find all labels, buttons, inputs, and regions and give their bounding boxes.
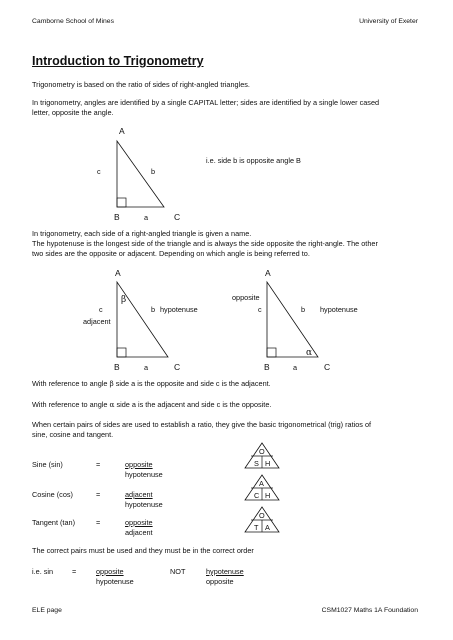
tangent-equals: = xyxy=(96,518,101,527)
sine-denominator: hypotenuse xyxy=(125,470,163,479)
soh-S: S xyxy=(254,459,259,468)
triangle-figure-3 xyxy=(267,282,318,357)
naming-text-line1: In trigonometry, angles are identified by a single CAPITAL letter; sides are identified by a single lower cased xyxy=(32,98,380,107)
ratios-intro-line2: sine, cosine and tangent. xyxy=(32,430,114,439)
fig2-label-a: a xyxy=(144,363,149,372)
fig2-label-b: b xyxy=(151,305,156,314)
page-title: Introduction to Trigonometry xyxy=(32,54,204,68)
fig3-label-C: C xyxy=(324,362,331,372)
beta-reference-text: With reference to angle β side a is the opposite and side c is the adjacent. xyxy=(32,379,271,388)
toa-O: O xyxy=(259,511,265,520)
example-not: NOT xyxy=(170,567,186,576)
footer-right: CSM1027 Maths 1A Foundation xyxy=(321,607,418,614)
header-school: Camborne School of Mines xyxy=(32,18,114,25)
example-numerator-1: opposite xyxy=(96,567,124,576)
example-denominator-1: hypotenuse xyxy=(96,577,134,586)
fig3-label-c: c xyxy=(258,305,262,314)
soh-H: H xyxy=(265,459,271,468)
ratios-intro-line1: When certain pairs of sides are used to establish a ratio, they give the basic trigonometrical (trig) ratios of xyxy=(32,420,372,429)
fig2-label-hypotenuse: hypotenuse xyxy=(160,305,198,314)
cah-H: H xyxy=(265,491,271,500)
alpha-reference-text: With reference to angle α side a is the adjacent and side c is the opposite. xyxy=(32,400,272,409)
cosine-label: Cosine (cos) xyxy=(32,490,73,499)
cah-A: A xyxy=(259,479,264,488)
fig3-label-a: a xyxy=(293,363,298,372)
example-denominator-2: opposite xyxy=(206,577,234,586)
fig2-label-B: B xyxy=(114,362,120,372)
fig2-label-adjacent: adjacent xyxy=(83,317,111,326)
fig2-label-C: C xyxy=(174,362,181,372)
fig1-label-A: A xyxy=(119,126,125,136)
fig1-label-B: B xyxy=(114,212,120,222)
cosine-numerator: adjacent xyxy=(125,490,153,499)
fig3-alpha: α xyxy=(306,348,313,358)
fig3-label-A: A xyxy=(265,268,271,278)
fig1-label-b: b xyxy=(151,167,156,176)
cosine-equals: = xyxy=(96,490,101,499)
intro-text: Trigonometry is based on the ratio of sides of right-angled triangles. xyxy=(32,80,250,89)
fig1-label-c: c xyxy=(97,167,101,176)
example-prefix: i.e. sin xyxy=(32,567,54,576)
triangle-figure-1 xyxy=(117,141,164,207)
sine-equals: = xyxy=(96,460,101,469)
naming-text-line2: letter, opposite the angle. xyxy=(32,108,114,117)
fig2-label-c: c xyxy=(99,305,103,314)
footer-left: ELE page xyxy=(32,607,62,614)
correct-pairs-text: The correct pairs must be used and they must be in the correct order xyxy=(32,546,254,555)
triangle-figure-2 xyxy=(117,282,168,357)
toa-A: A xyxy=(265,523,270,532)
sides-text-line1: In trigonometry, each side of a right-angled triangle is given a name. xyxy=(32,229,252,238)
sides-text-line3: two sides are the opposite or adjacent. Depending on which angle is being referred to. xyxy=(32,249,310,258)
cah-C: C xyxy=(254,491,260,500)
sine-label: Sine (sin) xyxy=(32,460,63,469)
fig3-label-b: b xyxy=(301,305,306,314)
fig1-note: i.e. side b is opposite angle B xyxy=(206,156,301,165)
sine-numerator: opposite xyxy=(125,460,153,469)
tangent-numerator: opposite xyxy=(125,518,153,527)
fig3-label-B: B xyxy=(264,362,270,372)
cosine-denominator: hypotenuse xyxy=(125,500,163,509)
example-equals: = xyxy=(72,567,77,576)
fig1-label-C: C xyxy=(174,212,181,222)
tangent-denominator: adjacent xyxy=(125,528,153,537)
sides-text-line2: The hypotenuse is the longest side of the triangle and is always the side opposite the right-angle. The other xyxy=(32,239,378,248)
tangent-label: Tangent (tan) xyxy=(32,518,75,527)
fig2-label-A: A xyxy=(115,268,121,278)
fig3-label-hypotenuse: hypotenuse xyxy=(320,305,358,314)
fig2-beta: β xyxy=(121,295,127,305)
header-university: University of Exeter xyxy=(359,18,418,25)
toa-T: T xyxy=(254,523,259,532)
fig1-label-a: a xyxy=(144,213,149,222)
soh-O: O xyxy=(259,447,265,456)
fig3-label-opposite: opposite xyxy=(232,293,260,302)
example-numerator-2: hypotenuse xyxy=(206,567,244,576)
